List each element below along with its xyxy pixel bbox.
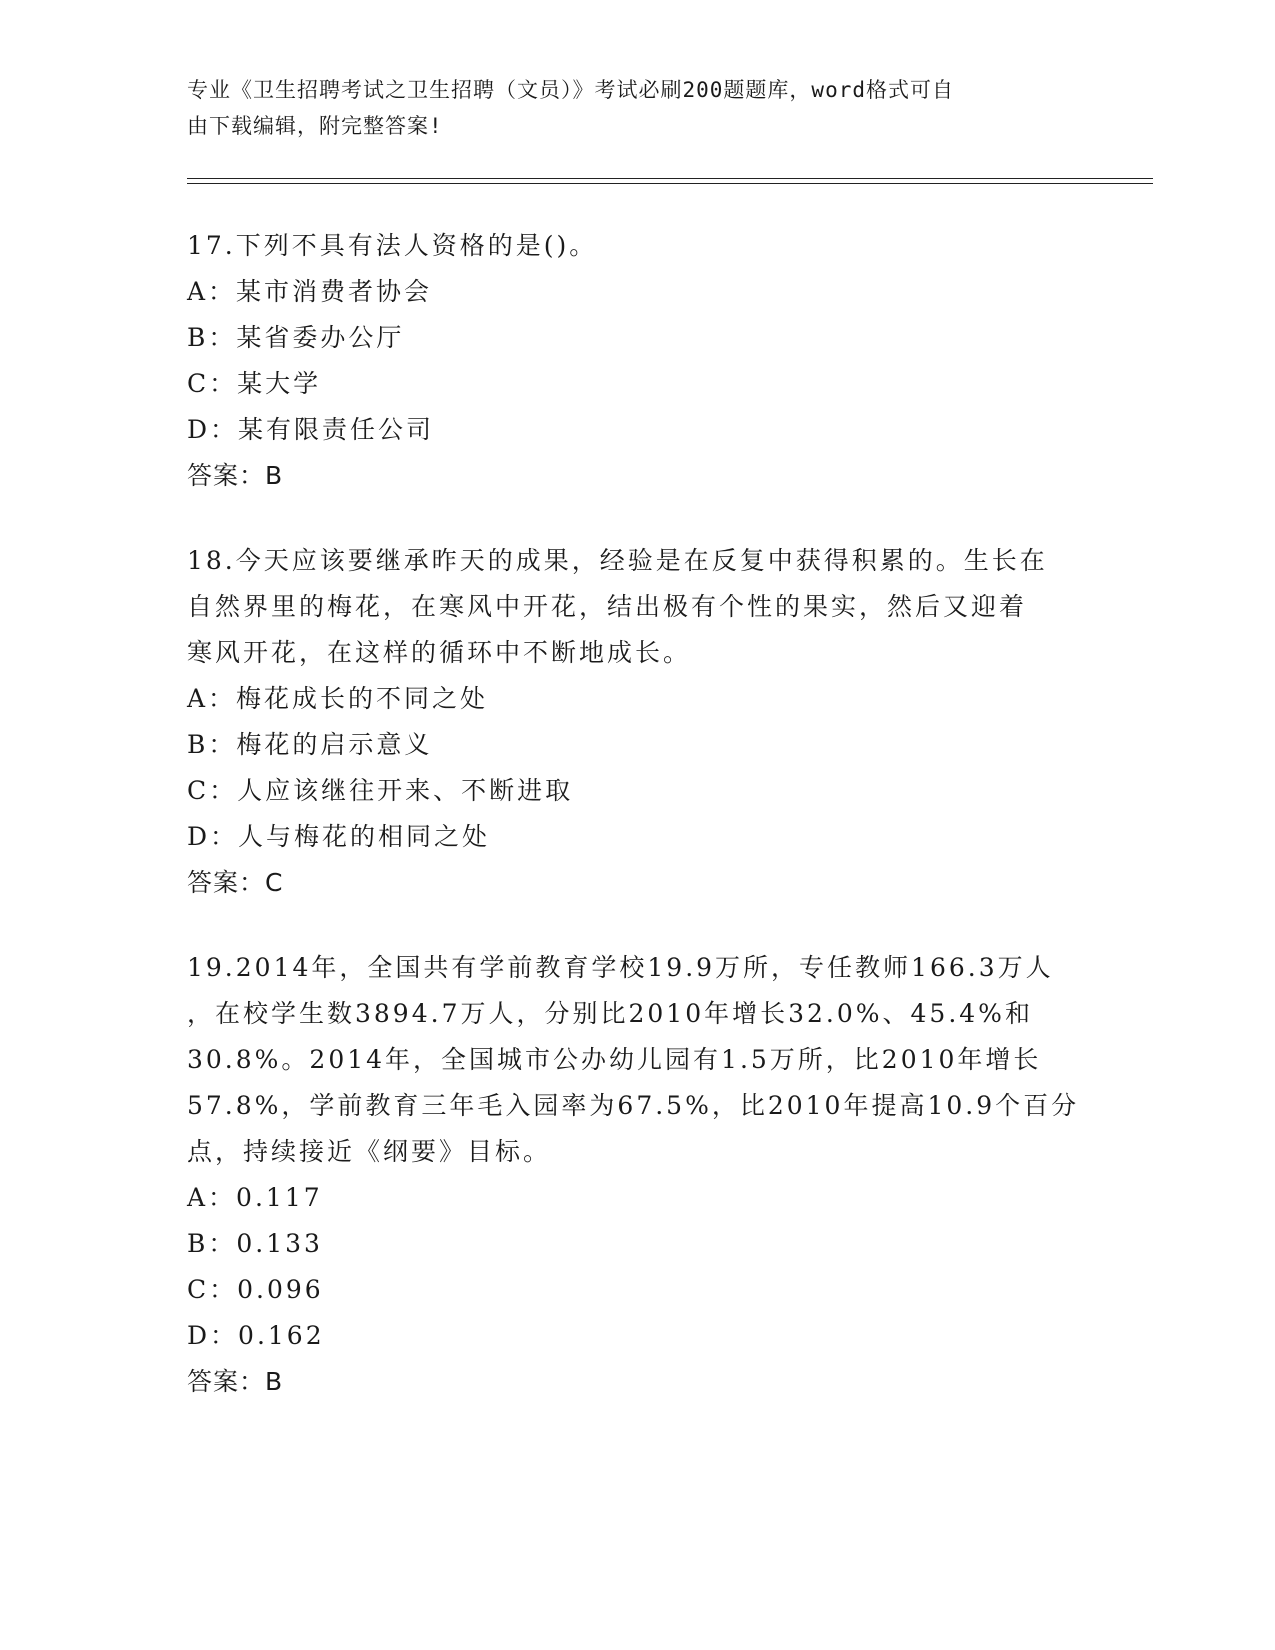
document-header bbox=[187, 72, 1067, 144]
question-stem-line: 18.今天应该要继承昨天的成果，经验是在反复中获得积累的。生长在 bbox=[187, 546, 1048, 575]
header-divider-bottom bbox=[187, 183, 1153, 184]
question-stem bbox=[187, 223, 1077, 269]
header-divider-top bbox=[187, 178, 1153, 179]
question-stem bbox=[187, 538, 1077, 676]
question-stem bbox=[187, 945, 1080, 1175]
option-d: D：人与梅花的相同之处 bbox=[187, 822, 491, 851]
answer: 答案：C bbox=[187, 868, 284, 897]
question-stem-line: 点，持续接近《纲要》目标。 bbox=[187, 1137, 552, 1166]
option-c: C：某大学 bbox=[187, 369, 322, 398]
option-d: D：某有限责任公司 bbox=[187, 415, 435, 444]
option-a: A：某市消费者协会 bbox=[187, 277, 433, 306]
answer: 答案：B bbox=[187, 461, 284, 490]
option-b: B：0.133 bbox=[187, 1229, 323, 1258]
question-17 bbox=[187, 223, 1077, 499]
question-stem-line: 17.下列不具有法人资格的是()。 bbox=[187, 231, 598, 260]
question-18 bbox=[187, 538, 1077, 906]
option-a: A：0.117 bbox=[187, 1183, 323, 1212]
question-stem-line: ，在校学生数3894.7万人，分别比2010年增长32.0%、45.4%和 bbox=[187, 999, 1033, 1028]
question-19 bbox=[187, 945, 1080, 1405]
header-line-2: 由下载编辑，附完整答案! bbox=[187, 114, 443, 138]
option-b: B：某省委办公厅 bbox=[187, 323, 405, 352]
option-d: D：0.162 bbox=[187, 1321, 325, 1350]
header-line-1: 专业《卫生招聘考试之卫生招聘（文员）》考试必刷200题题库，word格式可自 bbox=[187, 78, 954, 102]
question-stem-line: 30.8%。2014年，全国城市公办幼儿园有1.5万所，比2010年增长 bbox=[187, 1045, 1042, 1074]
option-c: C：人应该继往开来、不断进取 bbox=[187, 776, 574, 805]
answer: 答案：B bbox=[187, 1367, 284, 1396]
question-stem-line: 57.8%，学前教育三年毛入园率为67.5%，比2010年提高10.9个百分 bbox=[187, 1091, 1080, 1120]
option-b: B：梅花的启示意义 bbox=[187, 730, 433, 759]
option-c: C：0.096 bbox=[187, 1275, 324, 1304]
option-a: A：梅花成长的不同之处 bbox=[187, 684, 489, 713]
question-stem-line: 19.2014年，全国共有学前教育学校19.9万所，专任教师166.3万人 bbox=[187, 953, 1054, 982]
question-stem-line: 寒风开花，在这样的循环中不断地成长。 bbox=[187, 638, 692, 667]
question-stem-line: 自然界里的梅花，在寒风中开花，结出极有个性的果实，然后又迎着 bbox=[187, 592, 1028, 621]
